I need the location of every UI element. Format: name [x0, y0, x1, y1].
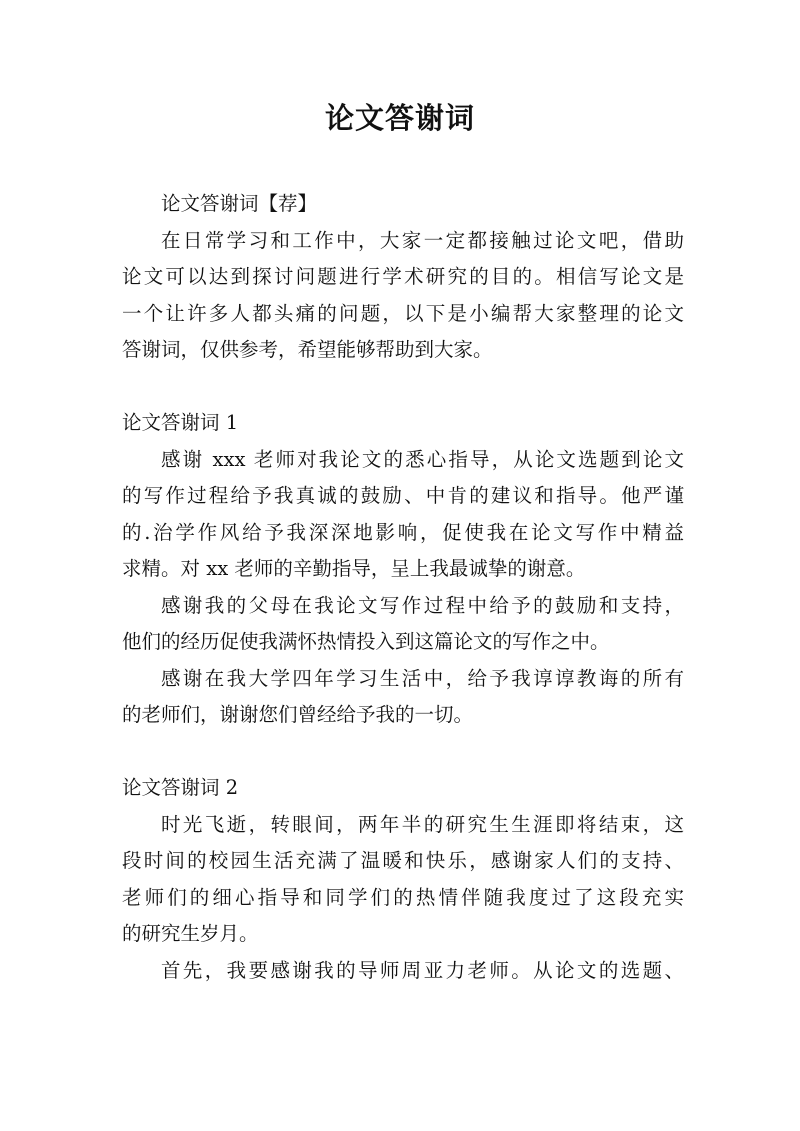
paragraph-line: 求精。对 xx 老师的辛勤指导，呈上我最诚挚的谢意。: [122, 557, 586, 580]
section-heading-2: 论文答谢词 2: [122, 776, 239, 799]
document-title: 论文答谢词: [324, 101, 475, 135]
intro-line: 在日常学习和工作中，大家一定都接触过论文吧，借助: [161, 228, 684, 252]
paragraph-line: 的写作过程给予我真诚的鼓励、中肯的建议和指导。他严谨: [122, 484, 684, 507]
paragraph-line: 感谢我的父母在我论文写作过程中给予的鼓励和支持，: [161, 593, 684, 617]
paragraph-line: 段时间的校园生活充满了温暖和快乐，感谢家人们的支持、: [122, 849, 684, 872]
paragraph-line: 他们的经历促使我满怀热情投入到这篇论文的写作之中。: [122, 630, 610, 653]
paragraph-line: 首先，我要感谢我的导师周亚力老师。从论文的选题、: [161, 958, 684, 982]
paragraph-line: 的.治学作风给予我深深地影响，促使我在论文写作中精益: [122, 520, 684, 544]
paragraph-line: 的老师们，谢谢您们曾经给予我的一切。: [122, 703, 474, 726]
spacer: [122, 734, 684, 771]
paragraph-line: 老师们的细心指导和同学们的热情伴随我度过了这段充实: [122, 885, 684, 909]
intro-line: 一个让许多人都头痛的问题，以下是小编帮大家整理的论文: [122, 301, 684, 325]
intro-line: 答谢词，仅供参考，希望能够帮助到大家。: [122, 338, 493, 361]
intro-subtitle: 论文答谢词【荐】: [161, 192, 318, 215]
document-body: [122, 186, 684, 989]
intro-line: 论文可以达到探讨问题进行学术研究的目的。相信写论文是: [122, 265, 684, 288]
paragraph-line: 感谢在我大学四年学习生活中，给予我谆谆教诲的所有: [161, 666, 684, 690]
section-heading-1: 论文答谢词 1: [122, 411, 239, 434]
paragraph-line: 感谢 xxx 老师对我论文的悉心指导，从论文选题到论文: [161, 447, 684, 471]
spacer: [122, 369, 684, 406]
paragraph-line: 时光飞逝，转眼间，两年半的研究生生涯即将结束，这: [161, 812, 684, 836]
paragraph-line: 的研究生岁月。: [122, 922, 259, 945]
